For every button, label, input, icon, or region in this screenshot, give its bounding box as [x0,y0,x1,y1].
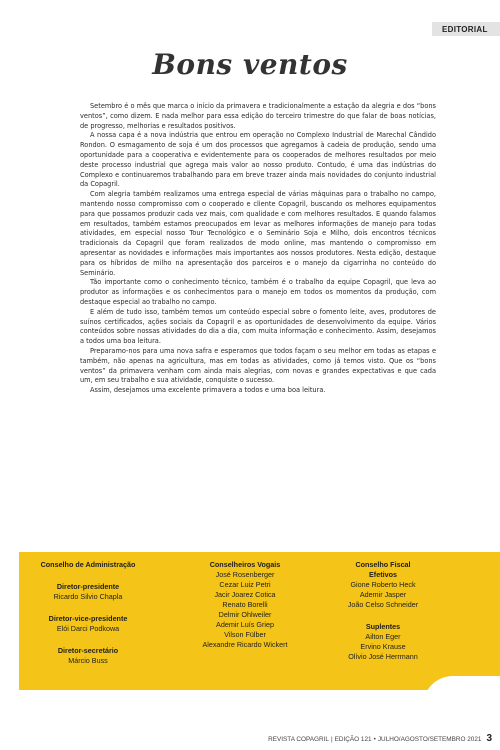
vogal-name: Jacir Joarez Cotica [214,590,276,599]
editorial-text [80,102,436,396]
efetivo-name: Gione Roberto Heck [350,580,416,589]
secretary-label: Diretor-secretário [57,646,119,655]
suplente-name: Olívio José Herrmann [348,652,418,661]
vice-president-label: Diretor-vice-presidente [48,614,128,623]
suplente-name: Ailton Eger [365,632,401,641]
edition-period: JULHO/AGOSTO/SETEMBRO 2021 [377,736,482,743]
secretary-name: Márcio Buss [68,656,108,665]
vogal-name: Vilson Fülber [224,630,266,639]
section-tab [432,22,500,36]
vogal-name: Cezar Luiz Petri [219,580,271,589]
vogal-name: Delmir Ohlweiler [218,610,272,619]
paragraph: Setembro é o mês que marca o início da primavera e tradicionalmente a estação da alegria e dos “bons ventos”, como dizem. E nada melhor para essa edição do terceiro trimestre do que falar de boas notícias, de progresso, melhorias e resultados positivos. [80,102,436,130]
suplentes-label: Suplentes [365,622,401,631]
admin-council-title: Conselho de Administração [40,560,136,569]
page-title: Bons ventos [152,48,348,81]
vogal-name: Ademir Luís Griep [216,620,274,629]
paragraph: Tão importante como o conhecimento técnico, também é o trabalho da equipe Copagril, que leva ao produtor as informações e os conhecimentos para o manejo em todos os momentos da produção, com destaque especial ao trabalho no campo. [80,278,436,306]
vogais-column [180,560,310,650]
admin-council-column [28,560,148,666]
paragraph: Assim, desejamos uma excelente primavera a todos e uma boa leitura. [90,386,326,395]
efetivo-name: Ademir Jasper [359,590,407,599]
footer-separator: | [330,736,333,743]
panel-corner-cutout [423,676,500,716]
paragraph: Preparamo-nos para uma nova safra e esperamos que todos façam o seu melhor em todas as etapas e também, não apenas na agricultura, mas em todas as atividades, como já temos visto. Que os “bons ventos” da primavera venham com ainda mais alegrias, com novas e grandes expectativas e que cada um, em seu trabalho e sua atividade, conquiste o sucesso. [80,346,436,385]
magazine-name: REVISTA COPAGRIL [268,736,329,743]
vice-president-name: Elói Darci Podkowa [56,624,120,633]
fiscal-council-column [318,560,448,662]
president-label: Diretor-presidente [56,582,120,591]
vogal-name: José Rosenberger [215,570,275,579]
president-name: Ricardo Silvio Chapla [53,592,123,601]
paragraph: Com alegria também realizamos uma entrega especial de várias máquinas para o trabalho no campo, mantendo nosso compromisso com o cooperado e cliente Copagril, buscando os melhores equipamentos para que possamos produzir cada vez mais, com qualidade e com melhores resultados. E quando falamos em resultados, também estamos preocupados em levar as melhores informações de manejo para todas atividades, em especial nosso Tour Tecnológico e o Seminário Soja e Milho, dois encontros técnicos tradicionais da Copagril que foram realizados de modo online, mas mantendo o compromisso em apresentar as novidades e informações mais importantes aos nossos produtores. Nesta edição, destaque para os híbridos de milho na apresentação dos parceiros e o manejo da cigarrinha no conteúdo do Seminário. [80,190,436,277]
section-label: EDITORIAL [442,24,488,34]
vogais-title: Conselheiros Vogais [209,560,281,569]
vogal-name: Renato Borelli [222,600,268,609]
page-number: 3 [486,733,492,744]
suplente-name: Ervino Krause [360,642,406,651]
efetivos-label: Efetivos [369,570,397,579]
paragraph: A nossa capa é a nova indústria que entrou em operação no Complexo Industrial de Marechal Cândido Rondon. O esmagamento de soja é um dos processos que agregamos à cadeia de produção, sendo uma oportunidade para a cooperativa e evidentemente para os cooperados de melhores resultados por meio deste processo industrial que agrega mais valor ao nosso produto. Contudo, é uma das indústrias do Complexo e continuaremos trabalhando para em breve trazer ainda mais novidades do conjunto industrial da Copagril. [80,131,436,189]
paragraph: E além de tudo isso, também temos um conteúdo especial sobre o fomento leite, aves, produtores de suínos certificados, ações sociais da Copagril e as oportunidades de desenvolvimento da equipe. Vários conteúdos sobre nossas atividades do dia a dia, com muita informação e conhecimento. Assim, desejamos a todos uma boa leitura. [80,307,436,346]
edition-number: EDIÇÃO 121 [334,736,372,743]
page-footer [268,733,492,744]
vogal-name: Alexandre Ricardo Wickert [202,640,288,649]
efetivo-name: João Celso Schneider [347,600,419,609]
fiscal-council-title: Conselho Fiscal [355,560,411,569]
footer-bullet: • [373,736,376,743]
